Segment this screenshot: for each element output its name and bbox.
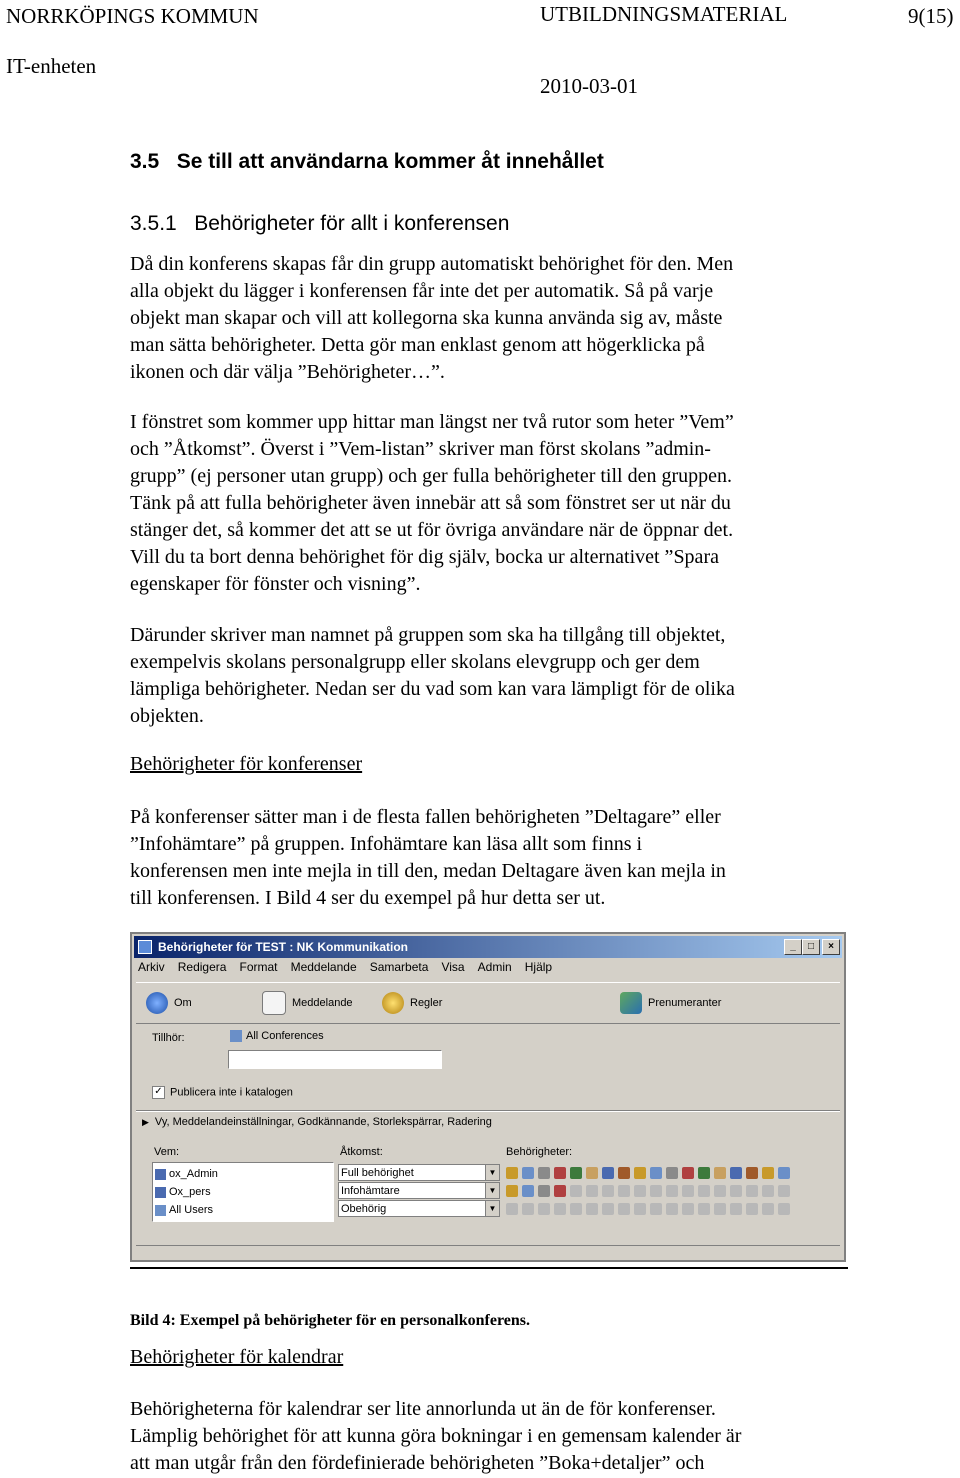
who-list[interactable] (152, 1162, 334, 1222)
permission-icon[interactable] (682, 1185, 694, 1197)
menu-admin[interactable]: Admin (477, 960, 512, 974)
permission-icon[interactable] (778, 1185, 790, 1197)
figure-rule (130, 1267, 848, 1269)
collapsed-section[interactable] (142, 1116, 492, 1128)
permission-icon[interactable] (650, 1203, 662, 1215)
subheading-calendars: Behörigheter för kalendrar (130, 1346, 344, 1368)
people-icon (620, 992, 642, 1014)
paragraph-5: Behörigheterna för kalendrar ser lite annorlunda ut än de för konferenser. Lämplig behörighet för att kunna göra bokningar i en gemensam kalender är att man utgår från den fördefinierade behörigheten ”Boka+detaljer” och (130, 1398, 742, 1474)
access-value: Infohämtare (341, 1185, 400, 1197)
permission-icon[interactable] (586, 1203, 598, 1215)
maximize-button[interactable]: □ (802, 939, 820, 955)
permission-icon[interactable] (586, 1185, 598, 1197)
access-select[interactable] (338, 1164, 500, 1181)
permission-icon[interactable] (538, 1185, 550, 1197)
permission-icon[interactable] (698, 1167, 710, 1179)
toolbar (136, 982, 840, 1024)
permission-icon[interactable] (666, 1185, 678, 1197)
permission-icon[interactable] (762, 1185, 774, 1197)
regler-button[interactable] (382, 989, 442, 1017)
permission-icon[interactable] (522, 1185, 534, 1197)
permission-icon[interactable] (666, 1203, 678, 1215)
menu-format[interactable]: Format (239, 960, 278, 974)
access-value: Full behörighet (341, 1167, 414, 1179)
who-row[interactable] (153, 1165, 333, 1183)
publish-label: Publicera inte i katalogen (170, 1086, 293, 1099)
permission-icon[interactable] (570, 1185, 582, 1197)
menu-meddelande[interactable]: Meddelande (290, 960, 357, 974)
permission-icon[interactable] (746, 1167, 758, 1179)
permission-icon[interactable] (586, 1167, 598, 1179)
access-column (338, 1164, 500, 1218)
message-icon (262, 991, 286, 1015)
permission-icon[interactable] (762, 1203, 774, 1215)
status-strip (136, 1245, 840, 1256)
menu-arkiv[interactable]: Arkiv (138, 960, 165, 974)
behorigheter-label: Behörigheter: (506, 1146, 573, 1158)
permission-icon[interactable] (650, 1185, 662, 1197)
group-icon (155, 1169, 166, 1180)
tillhor-label: Tillhör: (152, 1032, 185, 1044)
tillhor-value-text: All Conferences (246, 1030, 324, 1042)
who-name: All Users (169, 1204, 214, 1216)
permission-icon[interactable] (618, 1167, 630, 1179)
permission-icon[interactable] (602, 1167, 614, 1179)
section-heading: 3.5 Se till att användarna kommer åt innehållet (130, 150, 604, 173)
permission-icon[interactable] (730, 1185, 742, 1197)
vem-label: Vem: (154, 1146, 180, 1158)
om-label: Om (174, 997, 192, 1009)
dropdown-arrow-icon: ▼ (485, 1165, 499, 1180)
document-date: 2010-03-01 (540, 74, 638, 98)
permission-icons-grid (504, 1164, 824, 1218)
window-titlebar (134, 936, 842, 958)
permission-icon[interactable] (698, 1185, 710, 1197)
om-button[interactable] (146, 989, 192, 1017)
access-select[interactable] (338, 1182, 500, 1199)
paragraph-4: På konferenser sätter man i de flesta fallen behörigheten ”Deltagare” eller ”Infohämtare” på gruppen. Infohämtare kan läsa allt som finns i konferensen men inte mejla in till den, medan Deltagare även kan mejla in till konferensen. I Bild 4 ser du exempel på hur detta ser ut. (130, 806, 726, 909)
tillhor-value (230, 1030, 324, 1042)
permission-icon[interactable] (602, 1185, 614, 1197)
permission-icon[interactable] (522, 1203, 534, 1215)
minimize-button[interactable]: _ (784, 939, 802, 955)
permission-icon[interactable] (778, 1167, 790, 1179)
permission-icon[interactable] (538, 1167, 550, 1179)
dropdown-arrow-icon: ▼ (485, 1183, 499, 1198)
conference-icon (230, 1030, 242, 1042)
app-icon (138, 940, 152, 954)
permission-icon[interactable] (666, 1167, 678, 1179)
permission-row (504, 1164, 824, 1182)
permission-icon[interactable] (778, 1203, 790, 1215)
menu-redigera[interactable]: Redigera (177, 960, 227, 974)
permission-icon[interactable] (506, 1167, 518, 1179)
divider (136, 1110, 840, 1112)
window-title: Behörigheter för TEST : NK Kommunikation (158, 940, 409, 954)
paragraph-3: Därunder skriver man namnet på gruppen som ska ha tillgång till objektet, exempelvis skolans personalgrupp eller skolans elevgrupp och ger dem lämpliga behörigheter. Nedan ser du vad som kan vara lämpligt för de olika objekten. (130, 624, 735, 727)
access-select[interactable] (338, 1200, 500, 1217)
department: IT-enheten (6, 54, 97, 78)
tillhor-input[interactable] (228, 1050, 442, 1069)
permission-icon[interactable] (506, 1203, 518, 1215)
meddelande-label: Meddelande (292, 997, 353, 1009)
menu-bar (138, 960, 562, 978)
permission-icon[interactable] (714, 1167, 726, 1179)
permission-icon[interactable] (538, 1203, 550, 1215)
permission-icon[interactable] (682, 1203, 694, 1215)
permission-icon[interactable] (698, 1203, 710, 1215)
globe-icon (146, 992, 168, 1014)
paragraph-2: I fönstret som kommer upp hittar man längst ner två rutor som heter ”Vem” och ”Åtkomst”. Överst i ”Vem-listan” skriver man först skolans ”admin- grupp” (ej personer utan grupp) och ger fulla behörigheter till den gruppen. Tänk på att fulla behörigheter även innebär att så som fönstret ser ut när du stänger det, så kommer det att se ut för övriga användare när de öppnar det. Vill du ta bort denna behörighet för dig själv, bocka ur alternativet ”Spara egenskaper för fönster och visning”. (130, 411, 734, 595)
subsection-heading: 3.5.1 Behörigheter för allt i konferensen (130, 212, 510, 235)
group-icon (155, 1187, 166, 1198)
permission-icon[interactable] (554, 1203, 566, 1215)
permission-icon[interactable] (522, 1167, 534, 1179)
permission-icon[interactable] (634, 1167, 646, 1179)
permission-icon[interactable] (602, 1203, 614, 1215)
paragraph-1: Då din konferens skapas får din grupp automatiskt behörighet för den. Men alla objekt du lägger i konferensen får inte det per automatik. Så på varje objekt man skapar och vill att kollegorna ska kunna använda sig av, måste man sätta behörigheter. Detta gör man enklast genom att högerklicka på ikonen och där välja ”Behörigheter…”. (130, 253, 734, 383)
permission-row (504, 1182, 824, 1200)
permission-icon[interactable] (570, 1203, 582, 1215)
permission-icon[interactable] (746, 1203, 758, 1215)
dropdown-arrow-icon: ▼ (485, 1201, 499, 1216)
permission-row (504, 1200, 824, 1218)
close-button[interactable]: × (822, 939, 840, 955)
menu-samarbeta[interactable]: Samarbeta (369, 960, 429, 974)
who-name: Ox_pers (169, 1186, 211, 1198)
permission-icon[interactable] (730, 1167, 742, 1179)
permission-icon[interactable] (730, 1203, 742, 1215)
permission-icon[interactable] (714, 1203, 726, 1215)
permission-icon[interactable] (762, 1167, 774, 1179)
permission-icon[interactable] (618, 1185, 630, 1197)
prenumeranter-label: Prenumeranter (648, 997, 722, 1009)
gears-icon (382, 992, 404, 1014)
permission-icon[interactable] (554, 1167, 566, 1179)
prenumeranter-button[interactable] (620, 989, 721, 1017)
subheading-conferences: Behörigheter för konferenser (130, 753, 363, 775)
menu-visa[interactable]: Visa (441, 960, 465, 974)
expand-arrow-icon: ▶ (142, 1117, 149, 1127)
permission-icon[interactable] (554, 1185, 566, 1197)
access-value: Obehörig (341, 1203, 387, 1215)
permission-icon[interactable] (570, 1167, 582, 1179)
doc-type: UTBILDNINGSMATERIAL (540, 2, 788, 26)
publish-option[interactable] (152, 1086, 293, 1099)
who-row[interactable] (153, 1201, 333, 1219)
collapsed-section-label: Vy, Meddelandeinställningar, Godkännande, Storlekspärrar, Radering (154, 1116, 492, 1128)
meddelande-button[interactable] (262, 989, 353, 1017)
permissions-window (130, 932, 846, 1262)
permission-icon[interactable] (746, 1185, 758, 1197)
org-name: NORRKÖPINGS KOMMUN (6, 4, 259, 28)
publish-checkbox[interactable]: ✓ (152, 1086, 165, 1099)
permission-icon[interactable] (634, 1185, 646, 1197)
group-icon (155, 1205, 166, 1216)
permission-icon[interactable] (682, 1167, 694, 1179)
menu-hjalp[interactable]: Hjälp (524, 960, 553, 974)
permission-icon[interactable] (506, 1185, 518, 1197)
permission-icon[interactable] (650, 1167, 662, 1179)
permission-icon[interactable] (618, 1203, 630, 1215)
regler-label: Regler (410, 997, 443, 1009)
who-row[interactable] (153, 1183, 333, 1201)
permission-icon[interactable] (714, 1185, 726, 1197)
figure-caption: Bild 4: Exempel på behörigheter för en personalkonferens. (130, 1312, 530, 1329)
page-number: 9(15) (908, 4, 954, 28)
who-name: ox_Admin (169, 1168, 218, 1180)
permission-icon[interactable] (634, 1203, 646, 1215)
atkomst-label: Åtkomst: (340, 1146, 383, 1158)
